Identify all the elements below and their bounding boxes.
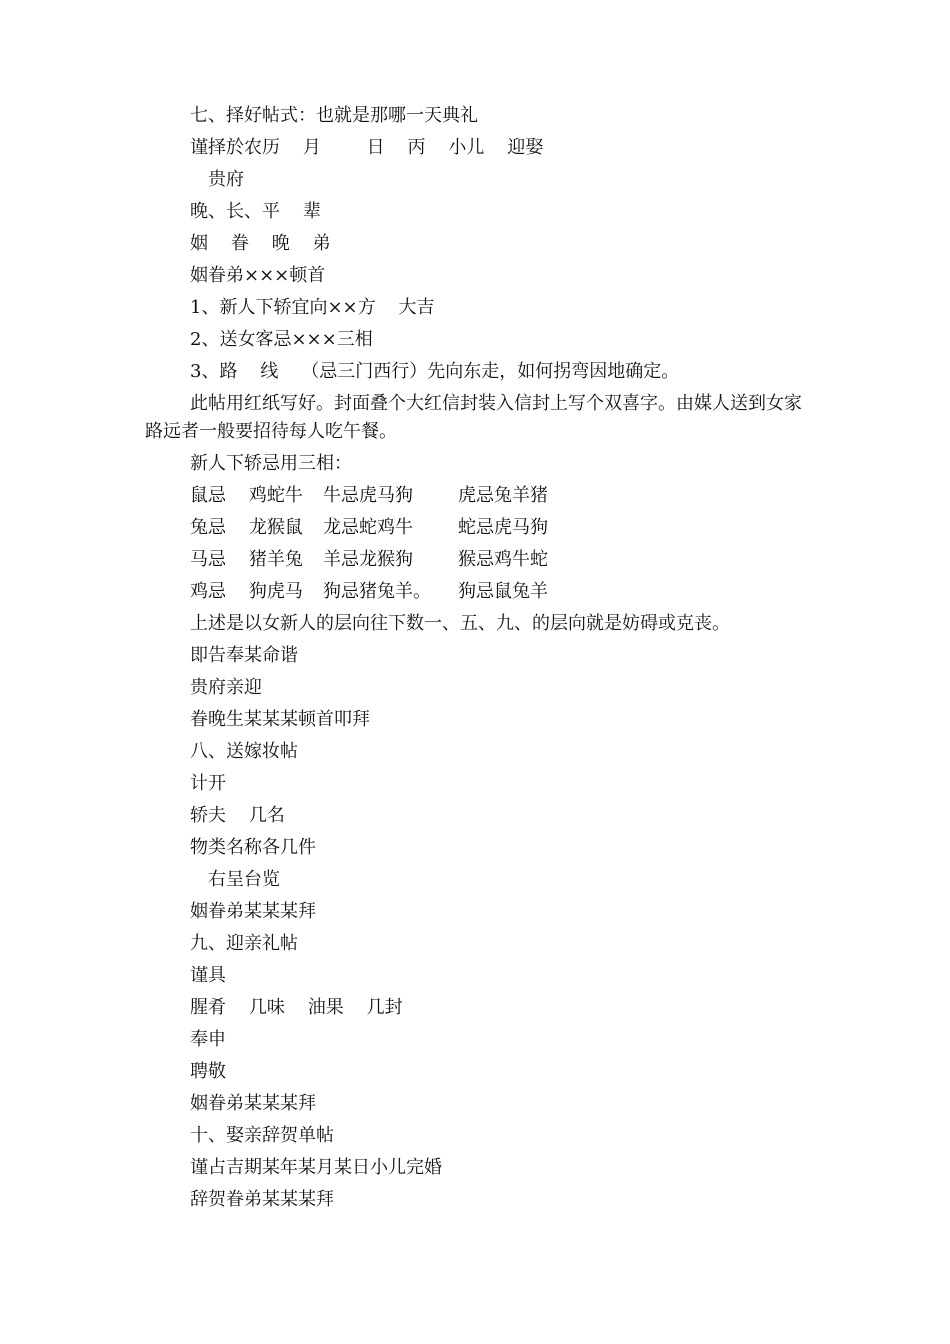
section-heading: 十、娶亲辞贺单帖 bbox=[190, 1125, 334, 1146]
taboo-cell: 猴忌鸡牛蛇 bbox=[458, 549, 548, 570]
text-line: 姻眷弟某某某拜 bbox=[190, 901, 316, 922]
text-line: 奉申 bbox=[190, 1029, 226, 1050]
taboo-row bbox=[145, 576, 810, 608]
taboo-cell: 蛇忌虎马狗 bbox=[458, 517, 548, 538]
text-line: 辞贺眷弟某某某拜 bbox=[190, 1189, 334, 1210]
taboo-cell: 龙忌蛇鸡牛 bbox=[323, 517, 413, 538]
text-line: 谨具 bbox=[190, 965, 226, 986]
text-line: 晚、长、平 辈 bbox=[190, 201, 321, 222]
taboo-row bbox=[145, 480, 810, 512]
text-line: 贵府亲迎 bbox=[190, 677, 262, 698]
text-line: 贵府 bbox=[208, 169, 244, 190]
taboo-cell: 鼠忌 鸡蛇牛 bbox=[190, 485, 303, 506]
text-line: 眷晚生某某某顿首叩拜 bbox=[190, 709, 370, 730]
taboo-cell: 马忌 猪羊兔 bbox=[190, 549, 303, 570]
taboo-cell: 狗忌鼠兔羊 bbox=[458, 581, 548, 602]
text-line: 1、新人下轿宜向××方 大吉 bbox=[190, 297, 435, 318]
text-line: 七、择好帖式：也就是那哪一天典礼 bbox=[190, 105, 478, 126]
taboo-cell: 狗忌猪兔羊。 bbox=[323, 581, 431, 602]
text-line: 右呈台览 bbox=[208, 869, 280, 890]
taboo-cell: 鸡忌 狗虎马 bbox=[190, 581, 303, 602]
text-line: 姻 眷 晚 弟 bbox=[190, 233, 331, 254]
text-line: 谨择於农历 月 日 丙 小儿 迎娶 bbox=[190, 137, 544, 158]
text-line: 谨占吉期某年某月某日小儿完婚 bbox=[190, 1157, 442, 1178]
text-line: 计开 bbox=[190, 773, 226, 794]
text-line: 上述是以女新人的层向往下数一、五、九、的层向就是妨碍或克丧。 bbox=[190, 613, 730, 634]
text-line: 物类名称各几件 bbox=[190, 837, 316, 858]
taboo-row bbox=[145, 512, 810, 544]
taboo-cell: 牛忌虎马狗 bbox=[323, 485, 413, 506]
taboo-cell: 兔忌 龙猴鼠 bbox=[190, 517, 303, 538]
text-line: 腥肴 几味 油果 几封 bbox=[190, 997, 403, 1018]
paragraph: 此帖用红纸写好。封面叠个大红信封装入信封上写个双喜字。由媒人送到女家 路远者一般要招待每人吃午餐。 bbox=[145, 393, 802, 442]
text-line: 聘敬 bbox=[190, 1061, 226, 1082]
taboo-cell: 虎忌兔羊猪 bbox=[458, 485, 548, 506]
text-line: 姻眷弟某某某拜 bbox=[190, 1093, 316, 1114]
section-heading: 九、迎亲礼帖 bbox=[190, 933, 298, 954]
text-line: 3、路 线 （忌三门西行）先向东走，如何拐弯因地确定。 bbox=[190, 361, 680, 382]
document-body bbox=[145, 100, 810, 1216]
text-line: 姻眷弟×××顿首 bbox=[190, 265, 326, 286]
section-heading: 八、送嫁妆帖 bbox=[190, 741, 298, 762]
text-line: 2、送女客忌×××三相 bbox=[190, 329, 373, 350]
taboo-cell: 羊忌龙猴狗 bbox=[323, 549, 413, 570]
taboo-row bbox=[145, 544, 810, 576]
text-line: 即告奉某命谐 bbox=[190, 645, 298, 666]
taboo-title: 新人下轿忌用三相： bbox=[190, 453, 352, 474]
text-line: 轿夫 几名 bbox=[190, 805, 285, 826]
